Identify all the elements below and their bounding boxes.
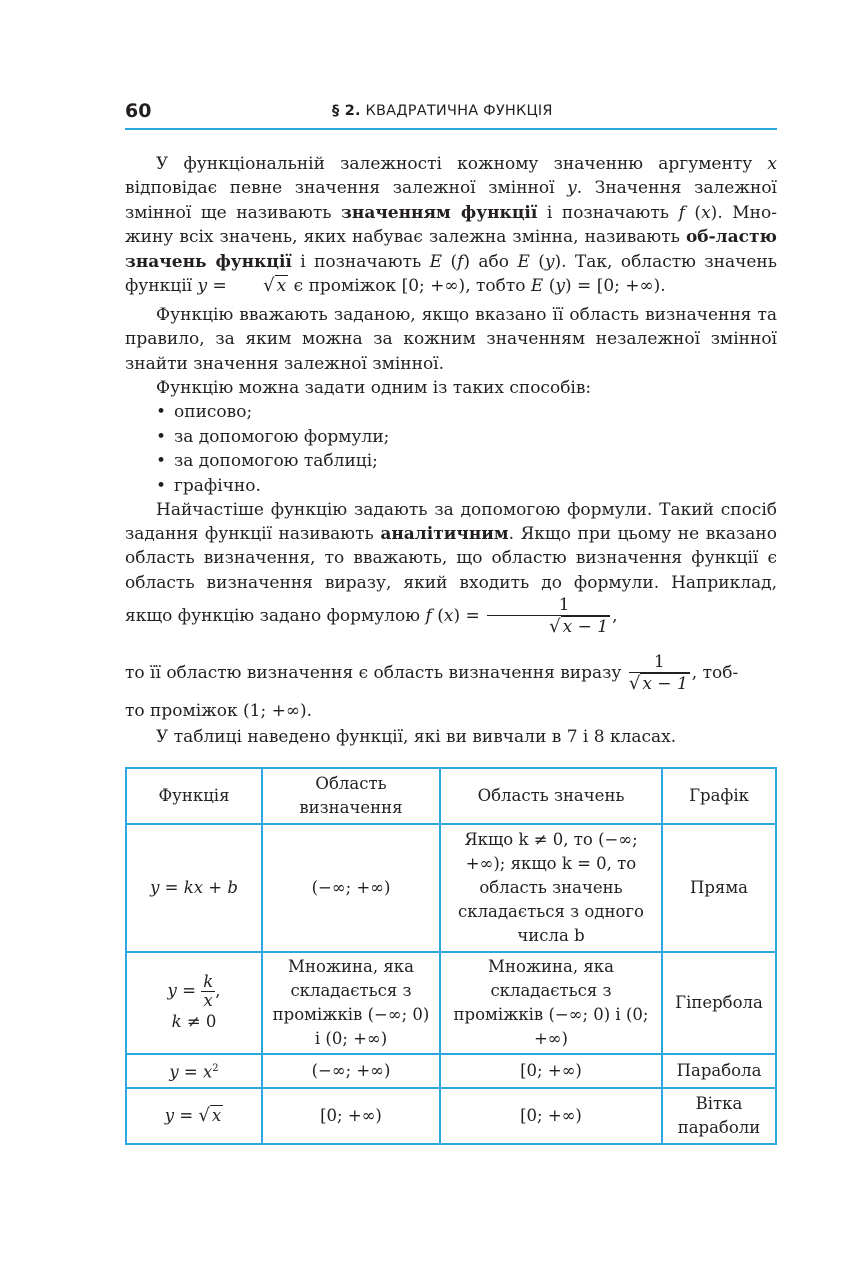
page-number: 60 (125, 100, 152, 122)
paragraph-range-definition: У функціональній залежності кожному значенню аргументу x відповідає певне значення залежної змінної y. Значення залежної змінної ще називають значенням функції і позначають f (x). Мно- жину всіх значень, яких набуває залежна змінна, називають об-ластю значень функції і позначають E (f) або E (y). Так, областю значень функції y = √ x є проміжок [0; +∞), тобто E (y) = [0; +∞). (125, 154, 777, 297)
function-cell: $y = x^2$ (126, 1054, 262, 1088)
list-item: • за допомогою формули; (125, 425, 777, 449)
fraction-expression: $\frac{1}{√ x - 1}$ (628, 652, 688, 694)
graph-cell: Вітка параболи (662, 1088, 776, 1144)
domain-cell: [0; +∞) (262, 1088, 440, 1144)
column-header: Область значень (440, 768, 662, 824)
graph-cell: Парабола (662, 1054, 776, 1088)
functions-table (125, 767, 777, 1145)
range-cell: Якщо k ≠ 0, то (−∞; +∞); якщо k = 0, то область значень складається з одного числа b (440, 824, 662, 952)
list-item: • за допомогою таблиці; (125, 449, 777, 473)
list-item: • графічно. (125, 474, 777, 498)
table-row (126, 952, 776, 1054)
table-header-row (126, 768, 776, 824)
fraction-example: $\frac{1}{√ x - 1}$ (487, 595, 610, 638)
column-header: Функція (126, 768, 262, 824)
domain-cell: (−∞; +∞) (262, 824, 440, 952)
paragraph-methods: Функцію можна задати одним із таких способів: • описово; • за допомогою формули; • за допомогою таблиці; • графічно. (125, 376, 777, 498)
section-title: § 2. КВАДРАТИЧНА ФУНКЦІЯ (332, 103, 553, 119)
table-row (126, 1054, 776, 1088)
paragraph-analytic: Найчастіше функцію задають за допомогою формули. Такий спосіб задання функції називають аналітичним. Якщо при цьому не вказано область визначення, то вважають, що областю визначення функції є область визначення виразу, який входить до формули. Наприклад, якщо функцію задано формулою f (x) = $\frac{1}{√ x - 1}$ , (125, 500, 777, 637)
domain-cell: (−∞; +∞) (262, 1054, 440, 1088)
paragraph-function-defined: Функцію вважають заданою, якщо вказано її область визначення та правило, за яким можна за кожним значенням незалежної змінної знайти значення залежної змінної. (125, 305, 777, 374)
function-cell: y = kx + b (126, 824, 262, 952)
domain-cell: Множина, яка складається з проміжків (−∞; 0) і (0; +∞) (262, 952, 440, 1054)
function-cell: y = $\frac{k}{x}$ , k ≠ 0 (126, 952, 262, 1054)
header-rule (125, 128, 777, 130)
range-cell: [0; +∞) (440, 1088, 662, 1144)
page-header (125, 100, 777, 130)
methods-list (125, 400, 777, 498)
graph-cell: Пряма (662, 824, 776, 952)
graph-cell: Гіпербола (662, 952, 776, 1054)
table-row (126, 1088, 776, 1144)
range-cell: [0; +∞) (440, 1054, 662, 1088)
table-row (126, 824, 776, 952)
column-header: Область визначення (262, 768, 440, 824)
list-item: • описово; (125, 400, 777, 424)
paragraph-domain-example: то її областю визначення є область визначення виразу $\frac{1}{√ x - 1}$ , тоб- то проміжок (1; +∞). У таблиці наведено функції, які ви вивчали в 7 і 8 класах. (125, 652, 739, 748)
column-header: Графік (662, 768, 776, 824)
range-cell: Множина, яка складається з проміжків (−∞; 0) і (0; +∞) (440, 952, 662, 1054)
function-cell: y = √ x (126, 1088, 262, 1144)
